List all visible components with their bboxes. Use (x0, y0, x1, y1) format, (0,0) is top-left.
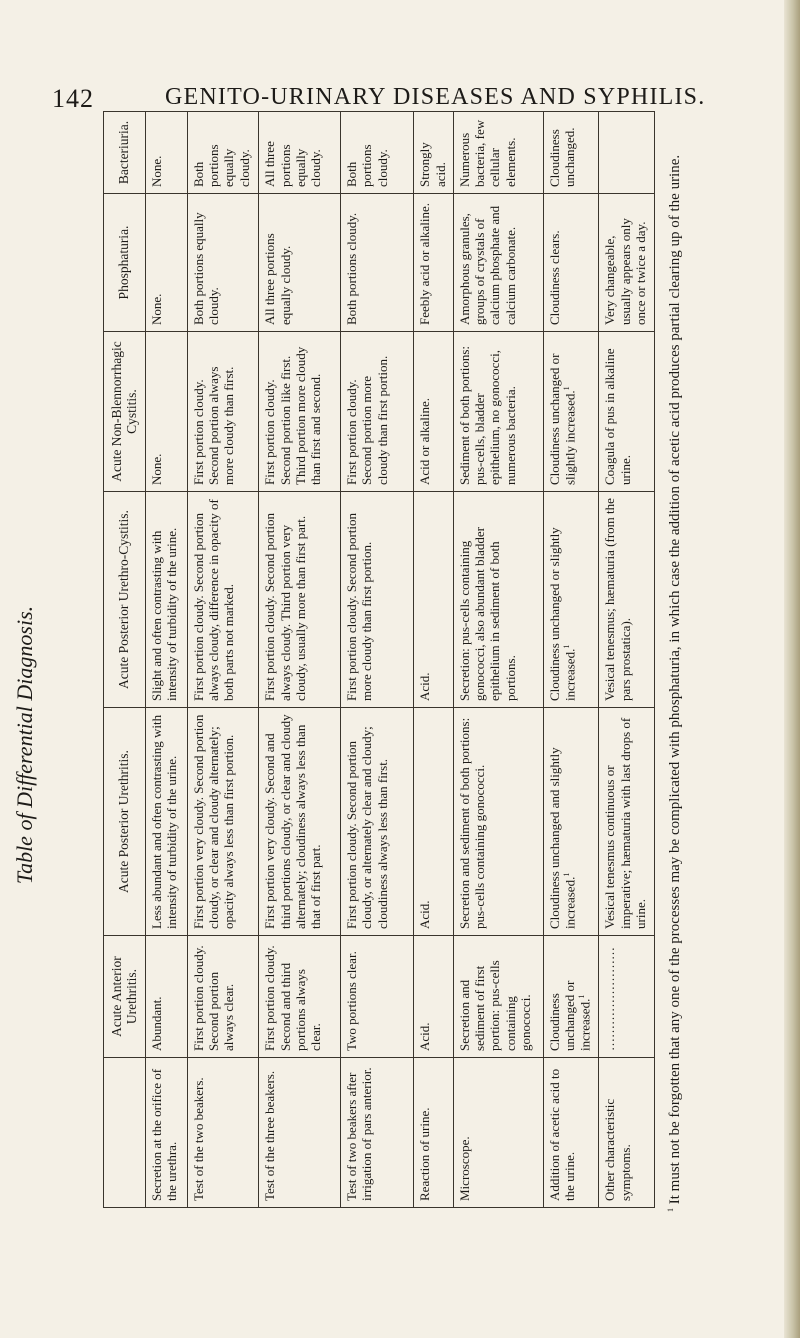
header-row (104, 112, 146, 1208)
column-header: Acute Non-Blennorrhagic Cystitis. (104, 332, 146, 492)
row-label: Other characteristic symptoms. (599, 1058, 655, 1208)
table-cell: Secretion: pus-cells containing gonococci, also abundant bladder epithelium in sediment of both portions. (453, 492, 543, 708)
page-edge (784, 0, 800, 1338)
table-cell: Both portions equally cloudy. (187, 112, 259, 194)
table-cell: Cloudiness clears. (543, 194, 599, 332)
table-row (145, 112, 187, 1208)
table-cell: Acid. (414, 936, 453, 1058)
table-cell: Cloudiness unchanged. (543, 112, 599, 194)
table-row (340, 112, 413, 1208)
table-cell (543, 708, 599, 936)
table-cell: Abundant. (145, 936, 187, 1058)
differential-diagnosis-table (103, 111, 655, 1208)
table-cell: First portion very cloudy. Second and third portions cloudy, or clear and cloudy alternately; cloudiness always less than that of first part. (259, 708, 341, 936)
footnote-ref: 1 (561, 872, 571, 877)
cell-text: Cloudiness unchanged or slightly increased. (546, 527, 578, 701)
table-cell: First portion cloudy. Second portion always cloudy, difference in opacity of both parts not marked. (187, 492, 259, 708)
table-cell: Both portions cloudy. (340, 194, 413, 332)
table-row (414, 112, 453, 1208)
table-cell: First portion cloudy. Second portion always clear. (187, 936, 259, 1058)
table-row (599, 112, 655, 1208)
table-cell: Both portions cloudy. (340, 112, 413, 194)
table-cell: Strongly acid. (414, 112, 453, 194)
footnote-ref: 1 (561, 386, 571, 391)
table-cell: Both portions equally cloudy. (187, 194, 259, 332)
table-cell: Very changeable, usually appears only once or twice a day. (599, 194, 655, 332)
footnote-marker: 1 (666, 1208, 675, 1212)
table-cell: All three portions equally cloudy. (259, 194, 341, 332)
table-cell (543, 936, 599, 1058)
cell-text: Cloudiness unchanged or increased. (546, 980, 593, 1051)
table-cell: Vesical tenesmus continuous or imperative; hæmaturia with last drops of urine. (599, 708, 655, 936)
footnote-container (660, 112, 716, 1212)
table-cell: None. (145, 112, 187, 194)
column-header: Bacteriuria. (104, 112, 146, 194)
column-header: Phosphaturia. (104, 194, 146, 332)
footnote-ref: 1 (577, 994, 587, 999)
column-header (104, 1058, 146, 1208)
table-cell: First portion cloudy. Second portion always more cloudy than first. (187, 332, 259, 492)
table-row (187, 112, 259, 1208)
table-title: Table of Differential Diagnosis. (12, 605, 37, 885)
table-cell: First portion cloudy. Second portion cloudy, or alternately clear and cloudy; cloudiness always less than first. (340, 708, 413, 936)
table-row (543, 112, 599, 1208)
table-cell: None. (145, 194, 187, 332)
table-cell: Less abundant and often contrasting with intensity of turbidity of the urine. (145, 708, 187, 936)
table-cell: First portion cloudy. Second portion more cloudy than first portion. (340, 492, 413, 708)
row-label: Test of the three beakers. (259, 1058, 341, 1208)
row-label: Secretion at the orifice of the urethra. (145, 1058, 187, 1208)
table-cell (543, 332, 599, 492)
table-cell: First portion cloudy. Second and third portions always clear. (259, 936, 341, 1058)
table-row (259, 112, 341, 1208)
table-cell: Acid or alkaline. (414, 332, 453, 492)
table-cell: Secretion and sediment of first portion: pus-cells containing gonococci. (453, 936, 543, 1058)
table-cell: All three portions equally cloudy. (259, 112, 341, 194)
row-label: Test of the two beakers. (187, 1058, 259, 1208)
table-cell: First portion very cloudy. Second portion cloudy, or clear and cloudy alternately; opacity always less than first portion. (187, 708, 259, 936)
table-cell: First portion cloudy. Second portion always cloudy. Third portion very cloudy, usually more than first part. (259, 492, 341, 708)
column-header: Acute Anterior Urethritis. (104, 936, 146, 1058)
table-cell: Numerous bacteria, few cellular elements. (453, 112, 543, 194)
table-cell: Acid. (414, 492, 453, 708)
row-label: Microscope. (453, 1058, 543, 1208)
footnote (660, 112, 716, 1212)
cell-text: Cloudiness unchanged or slightly increased. (546, 353, 578, 485)
cell-text: Cloudiness unchanged and slightly increased. (546, 747, 578, 929)
row-label: Addition of acetic acid to the urine. (543, 1058, 599, 1208)
table-cell: None. (145, 332, 187, 492)
table-cell (543, 492, 599, 708)
row-label: Reaction of urine. (414, 1058, 453, 1208)
table-cell: First portion cloudy. Second portion more cloudy than first portion. (340, 332, 413, 492)
column-header: Acute Posterior Urethritis. (104, 708, 146, 936)
table-row (453, 112, 543, 1208)
table-cell (599, 112, 655, 194)
table-cell: Coagula of pus in alkaline urine. (599, 332, 655, 492)
table-cell: Two portions clear. (340, 936, 413, 1058)
page-number: 142 (52, 84, 94, 113)
table-cell: Secretion and sediment of both portions: pus-cells containing gonococci. (453, 708, 543, 936)
footnote-ref: 1 (561, 644, 571, 649)
table-cell: Slight and often contrasting with intensity of turbidity of the urine. (145, 492, 187, 708)
column-header: Acute Posterior Urethro-Cystitis. (104, 492, 146, 708)
table-cell: …………………… (599, 936, 655, 1058)
row-label: Test of two beakers after irrigation of pars anterior. (340, 1058, 413, 1208)
running-head: GENITO-URINARY DISEASES AND SYPHILIS. (165, 84, 706, 110)
table-cell: Vesical tenesmus; hæmaturia (from the pars prostatica). (599, 492, 655, 708)
table-cell: Acid. (414, 708, 453, 936)
table-cell: Amorphous granules, groups of crystals of calcium phosphate and calcium carbonate. (453, 194, 543, 332)
differential-diagnosis-table-container (103, 112, 655, 1208)
footnote-text: It must not be forgotten that any one of the processes may be complicated with phosphaturia, in which case the addition of acetic acid produces partial clearing up of the urine. (667, 154, 683, 1205)
table-cell: Feebly acid or alkaline. (414, 194, 453, 332)
table-cell: Sediment of both portions: pus-cells, bladder epithelium, no gonococci, numerous bacteria. (453, 332, 543, 492)
table-cell: First portion cloudy. Second portion like first. Third portion more cloudy than first and second. (259, 332, 341, 492)
